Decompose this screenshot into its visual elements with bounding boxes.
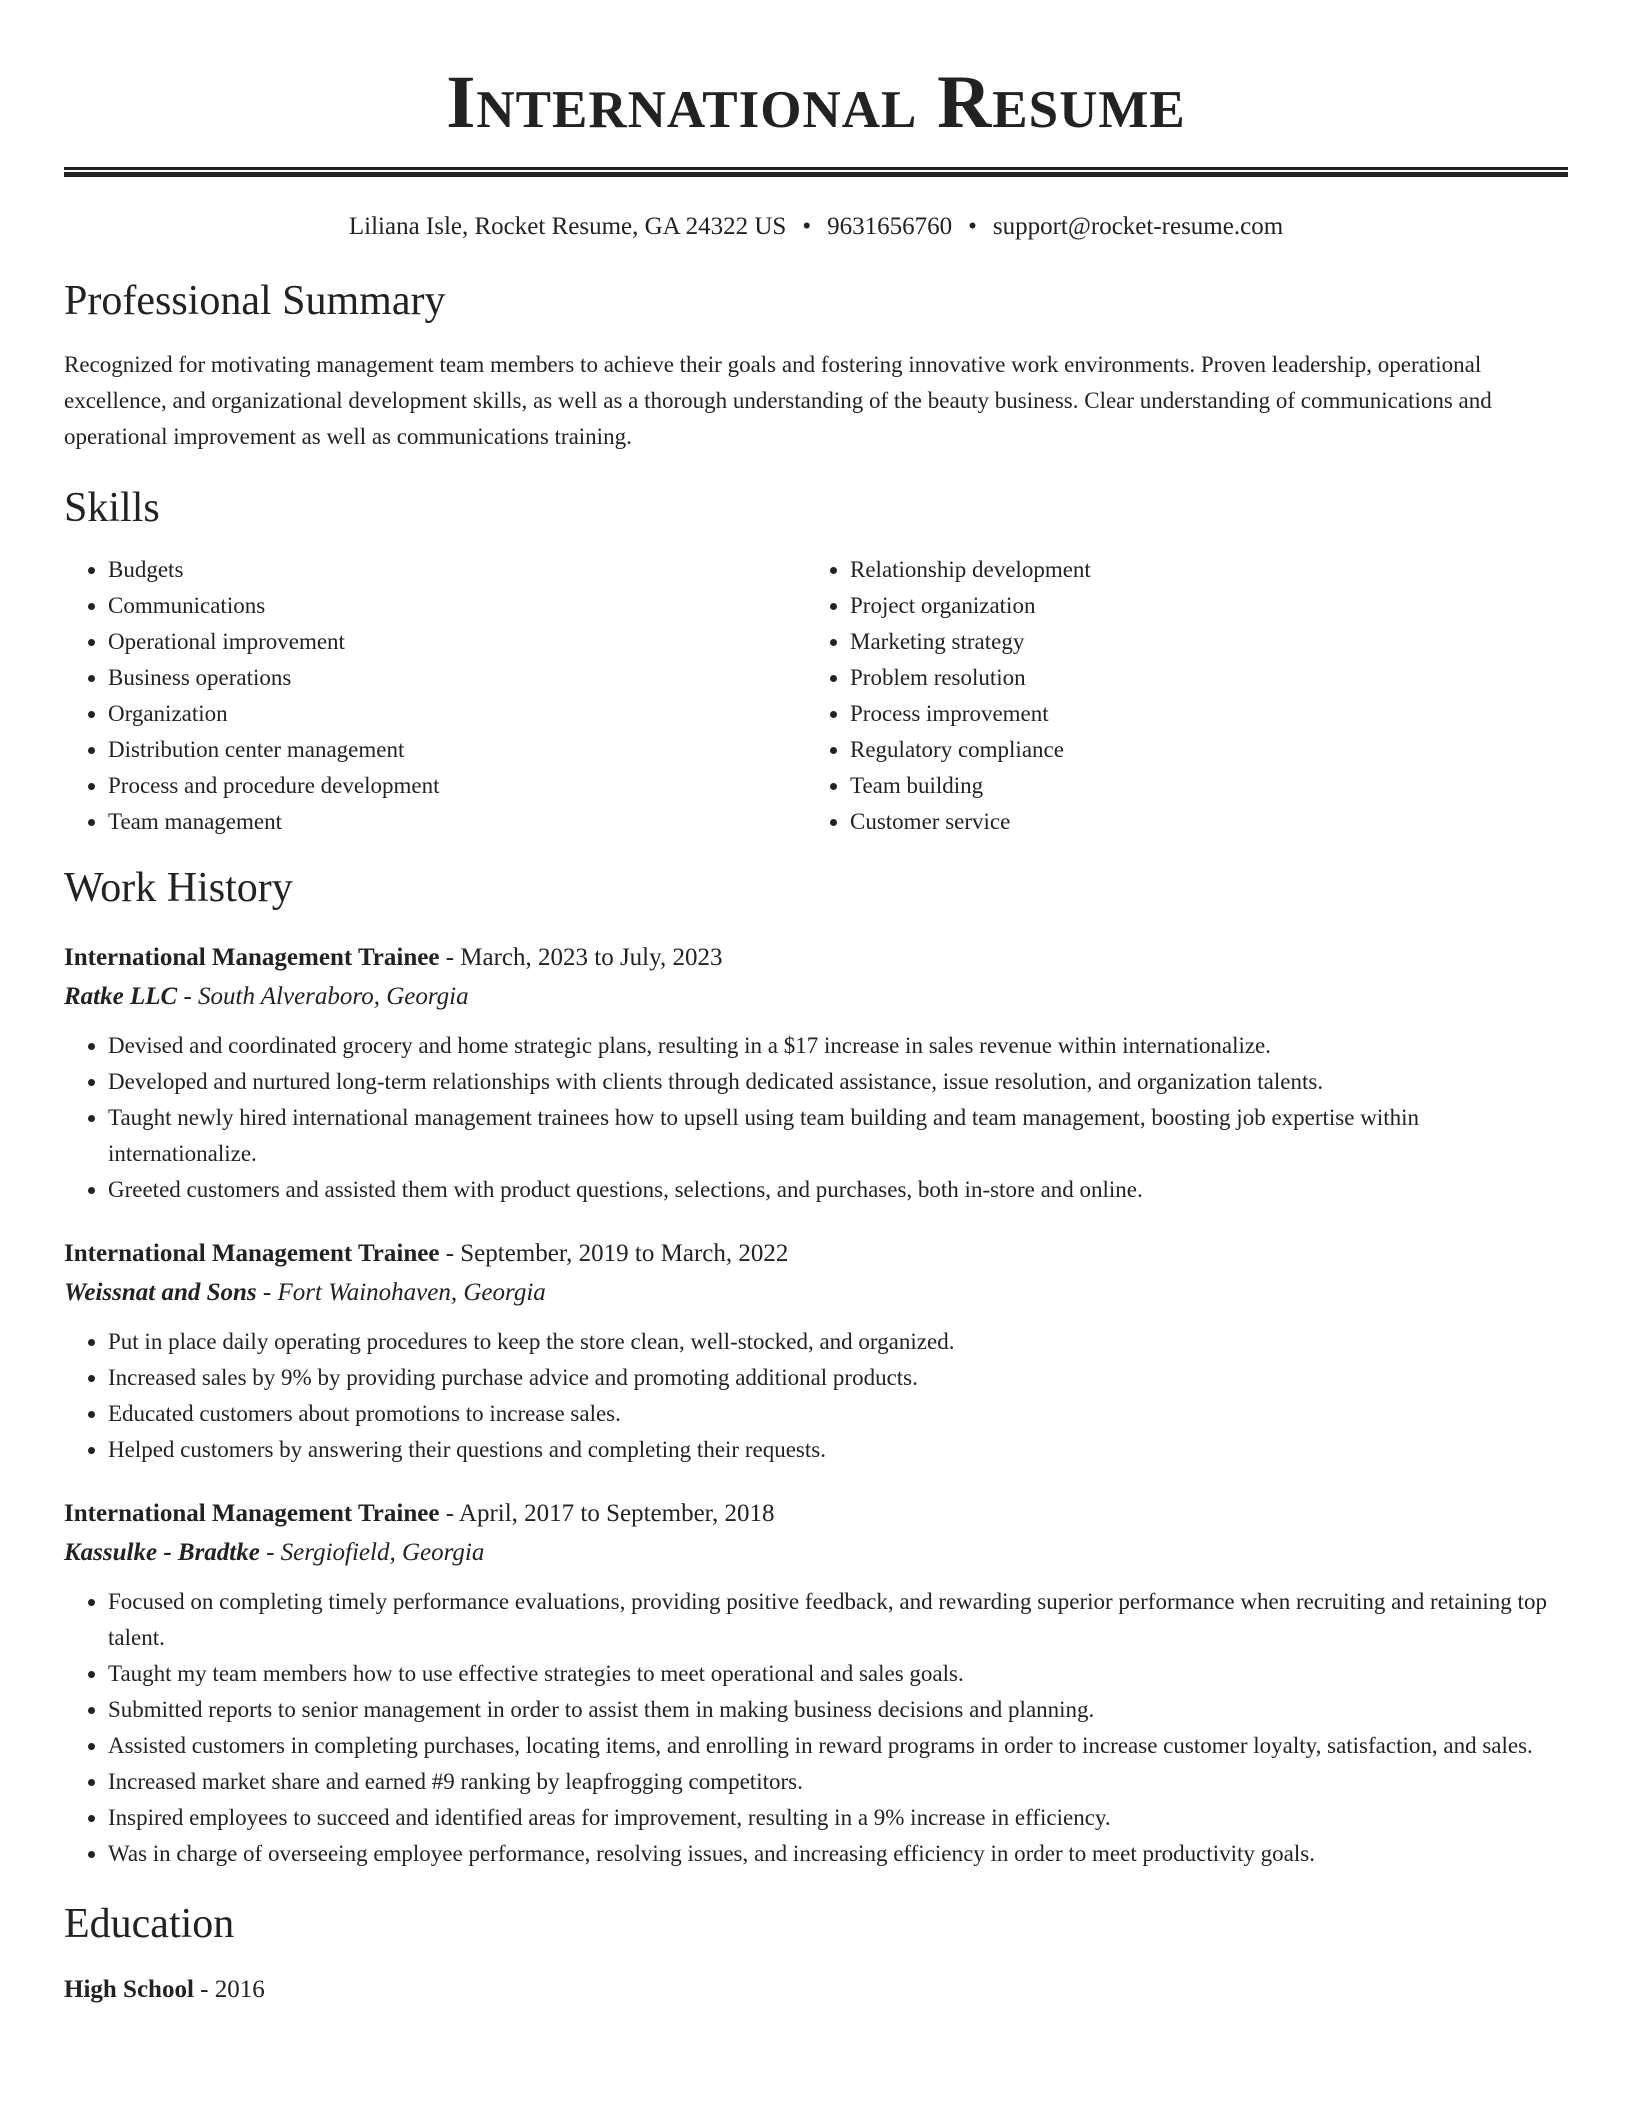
company-line	[64, 978, 1568, 1016]
company-name: Ratke LLC	[64, 983, 178, 1010]
company-name: Kassulke - Bradtke	[64, 1539, 260, 1566]
company-line	[64, 1274, 1568, 1312]
job-bullet: • Taught my team members how to use effective strategies to meet operational and sales goals.	[108, 1656, 1568, 1692]
job-bullet: • Developed and nurtured long-term relationships with clients through dedicated assistance, issue resolution, and organization talents.	[108, 1064, 1568, 1100]
job-bullet: • Focused on completing timely performance evaluations, providing positive feedback, and rewarding superior performance when recruiting and retaining top talent.	[108, 1584, 1568, 1656]
job-bullet: • Inspired employees to succeed and identified areas for improvement, resulting in a 9% increase in efficiency.	[108, 1800, 1568, 1836]
job-entry	[64, 1234, 1568, 1468]
skill-item: • Budgets	[108, 552, 806, 588]
job-bullets	[64, 1028, 1568, 1208]
contact-separator: •	[968, 213, 977, 240]
job-bullet: • Was in charge of overseeing employee performance, resolving issues, and increasing efficiency in order to meet productivity goals.	[108, 1836, 1568, 1872]
skills-heading: Skills	[64, 485, 160, 531]
skill-item: • Marketing strategy	[850, 624, 1566, 660]
job-bullets	[64, 1584, 1568, 1872]
work-history-heading: Work History	[64, 865, 293, 911]
job-dates: - April, 2017 to September, 2018	[439, 1500, 775, 1527]
skill-item: • Process improvement	[850, 696, 1566, 732]
job-dates: - March, 2023 to July, 2023	[439, 944, 723, 971]
skill-item: • Business operations	[108, 660, 806, 696]
contact-email: support@rocket-resume.com	[992, 213, 1284, 240]
company-name: Weissnat and Sons	[64, 1279, 257, 1306]
job-bullet: • Taught newly hired international management trainees how to upsell using team building and team management, boosting job expertise within internationalize.	[108, 1100, 1568, 1172]
education-heading: Education	[64, 1901, 235, 1947]
contact-line	[64, 211, 1568, 243]
job-dates: - September, 2019 to March, 2022	[439, 1240, 789, 1267]
skill-item: • Project organization	[850, 588, 1566, 624]
job-bullet: • Assisted customers in completing purchases, locating items, and enrolling in reward programs in order to increase customer loyalty, satisfaction, and sales.	[108, 1728, 1568, 1764]
job-bullets	[64, 1324, 1568, 1468]
education-year: - 2016	[193, 1976, 265, 2003]
job-title-line	[64, 1494, 1568, 1534]
skill-item: • Customer service	[850, 804, 1566, 840]
summary-text: Recognized for motivating management team members to achieve their goals and fostering innovative work environments. Proven leadership, operational excellence, and organizational development skills, as well as a thorough understanding of the beauty business. Clear understanding of communications and operational improvement as well as communications training.	[64, 352, 1492, 449]
job-bullet: • Helped customers by answering their questions and completing their requests.	[108, 1432, 1568, 1468]
skill-item: • Process and procedure development	[108, 768, 806, 804]
skill-item: • Communications	[108, 588, 806, 624]
company-location: - South Alveraboro, Georgia	[177, 983, 469, 1010]
skill-item: • Team management	[108, 804, 806, 840]
job-entry	[64, 1494, 1568, 1872]
skills-list-right	[806, 552, 1566, 840]
job-title: International Management Trainee	[64, 1240, 440, 1267]
contact-phone: 9631656760	[827, 213, 953, 240]
skill-item: • Problem resolution	[850, 660, 1566, 696]
education-entry	[64, 1972, 1568, 2008]
summary-heading: Professional Summary	[64, 278, 446, 324]
skill-item: • Regulatory compliance	[850, 732, 1566, 768]
job-bullet: • Devised and coordinated grocery and home strategic plans, resulting in a $17 increase in sales revenue within internationalize.	[108, 1028, 1568, 1064]
company-line	[64, 1534, 1568, 1572]
job-bullet: • Put in place daily operating procedures to keep the store clean, well-stocked, and organized.	[108, 1324, 1568, 1360]
skill-item: • Team building	[850, 768, 1566, 804]
skills-columns	[64, 552, 1568, 840]
job-title-line	[64, 1234, 1568, 1274]
job-title-line	[64, 938, 1568, 978]
skill-item: • Relationship development	[850, 552, 1566, 588]
skill-item: • Organization	[108, 696, 806, 732]
job-title: International Management Trainee	[64, 944, 440, 971]
education-degree: High School	[64, 1976, 194, 2003]
title-divider	[64, 167, 1568, 177]
job-bullet: • Increased sales by 9% by providing purchase advice and promoting additional products.	[108, 1360, 1568, 1396]
contact-separator: •	[802, 213, 812, 240]
company-location: - Sergiofield, Georgia	[259, 1539, 485, 1566]
contact-address: Liliana Isle, Rocket Resume, GA 24322 US	[348, 213, 787, 240]
company-location: - Fort Wainohaven, Georgia	[256, 1279, 546, 1306]
skills-list-left	[64, 552, 806, 840]
job-bullet: • Increased market share and earned #9 ranking by leapfrogging competitors.	[108, 1764, 1568, 1800]
job-title: International Management Trainee	[64, 1500, 440, 1527]
job-bullet: • Greeted customers and assisted them with product questions, selections, and purchases, both in-store and online.	[108, 1172, 1568, 1208]
skill-item: • Operational improvement	[108, 624, 806, 660]
job-bullet: • Educated customers about promotions to increase sales.	[108, 1396, 1568, 1432]
job-bullet: • Submitted reports to senior management in order to assist them in making business decisions and planning.	[108, 1692, 1568, 1728]
skill-item: • Distribution center management	[108, 732, 806, 768]
job-entry	[64, 938, 1568, 1208]
resume-title: International Resume	[446, 61, 1186, 144]
